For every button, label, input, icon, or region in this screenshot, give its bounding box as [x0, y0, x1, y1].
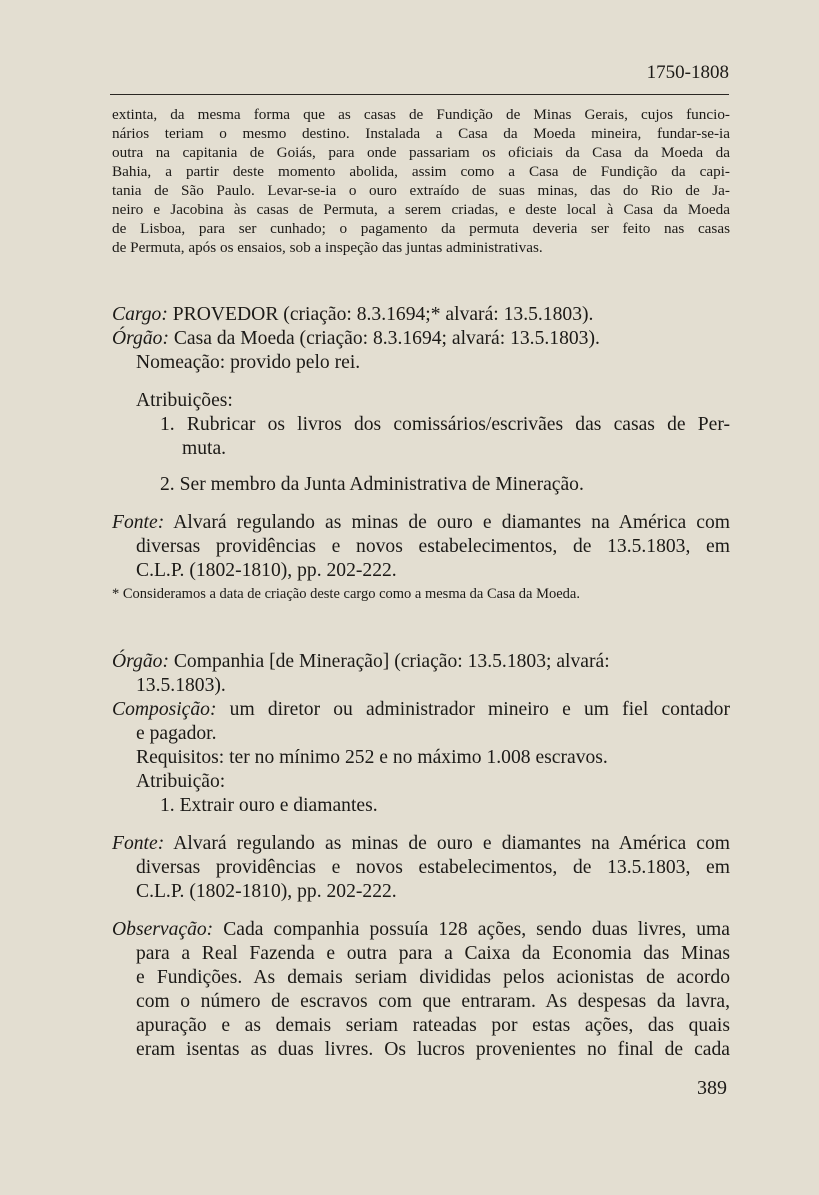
orgao-text: Casa da Moeda (criação: 8.3.1694; alvará: 13.5.1803).	[168, 328, 600, 349]
atribuicao-item-1: 1. Extrair ouro e diamantes.	[160, 795, 378, 816]
intro-line: extinta, da mesma forma que as casas de Fundição de Minas Gerais, cujos funcio-	[112, 106, 730, 123]
atribuicao-item-1: 1. Rubricar os livros dos comissários/escrivães das casas de Per-	[160, 414, 730, 435]
running-header-year-range: 1750-1808	[646, 62, 729, 83]
cargo-label: Cargo:	[112, 304, 168, 325]
fonte-label: Fonte:	[112, 833, 165, 854]
composicao-label: Composição:	[112, 699, 217, 720]
observacao-line: apuração e as demais seriam rateadas por estas ações, das quais	[136, 1015, 730, 1036]
cargo-line	[112, 303, 730, 327]
composicao-line-cont: e pagador.	[136, 723, 217, 744]
intro-line: outra na capitania de Goiás, para onde passariam os oficiais da Casa da Moeda da	[112, 144, 730, 161]
orgao-label: Órgão:	[112, 651, 169, 672]
observacao-label: Observação:	[112, 919, 214, 940]
orgao-label: Órgão:	[112, 328, 169, 349]
fonte-line-3: C.L.P. (1802-1810), pp. 202-222.	[136, 881, 397, 902]
nomeacao-line: Nomeação: provido pelo rei.	[136, 352, 361, 373]
fonte-line-3: C.L.P. (1802-1810), pp. 202-222.	[136, 560, 397, 581]
composicao-line: Composição: um diretor ou administrador mineiro e um fiel contador	[112, 699, 730, 720]
fonte-line-1: Fonte: Alvará regulando as minas de ouro e diamantes na América com	[112, 512, 730, 533]
intro-line: de Permuta, após os ensaios, sob a inspeção das juntas administrativas.	[112, 239, 543, 256]
atribuicao-item-1-cont: muta.	[182, 438, 227, 459]
intro-paragraph	[112, 105, 730, 257]
entry-companhia	[112, 650, 730, 1062]
fonte-line-1: Fonte: Alvará regulando as minas de ouro e diamantes na América com	[112, 833, 730, 854]
observacao-line-1: Observação: Cada companhia possuía 128 ações, sendo duas livres, uma	[112, 919, 730, 940]
fonte-line-2: diversas providências e novos estabelecimentos, de 13.5.1803, em	[136, 857, 730, 878]
atribuicao-heading: Atribuição:	[136, 771, 226, 792]
intro-line: nários teriam o mesmo destino. Instalada a Casa da Moeda mineira, fundar-se-ia	[112, 125, 730, 142]
cargo-text: PROVEDOR (criação: 8.3.1694;* alvará: 13.5.1803).	[167, 304, 594, 325]
observacao-line: com o número de escravos com que entraram. As despesas da lavra,	[136, 991, 730, 1012]
footnote: * Consideramos a data de criação deste cargo como a mesma da Casa da Moeda.	[112, 586, 580, 602]
page-number: 389	[697, 1077, 727, 1099]
observacao-line: e Fundições. As demais seriam divididas pelos acionistas de acordo	[136, 967, 730, 988]
orgao-line: Órgão: Companhia [de Mineração] (criação: 13.5.1803; alvará:	[112, 651, 610, 672]
intro-line: neiro e Jacobina às casas de Permuta, a serem criadas, e deste local à Casa da Moeda	[112, 201, 730, 218]
intro-line: Bahia, a partir deste momento abolida, assim como a Casa de Fundição da capi-	[112, 163, 730, 180]
atribuicao-item-2: 2. Ser membro da Junta Administrativa de Mineração.	[160, 474, 584, 495]
fonte-line-2: diversas providências e novos estabelecimentos, de 13.5.1803, em	[136, 536, 730, 557]
orgao-line-cont: 13.5.1803).	[136, 675, 226, 696]
observacao-line: para a Real Fazenda e outra para a Caixa da Economia das Minas	[136, 943, 730, 964]
fonte-label: Fonte:	[112, 512, 165, 533]
observacao-line: eram isentas as duas livres. Os lucros provenientes no final de cada	[136, 1039, 730, 1060]
intro-line: tania de São Paulo. Levar-se-ia o ouro extraído de suas minas, das do Rio de Ja-	[112, 182, 730, 199]
entry-provedor	[112, 303, 730, 583]
header-rule	[110, 94, 729, 95]
intro-line: de Lisboa, para ser cunhado; o pagamento da permuta deveria ser feito nas casas	[112, 220, 730, 237]
requisitos-line: Requisitos: ter no mínimo 252 e no máximo 1.008 escravos.	[136, 747, 608, 768]
orgao-line	[112, 327, 730, 351]
atribuicoes-heading: Atribuições:	[136, 390, 233, 411]
